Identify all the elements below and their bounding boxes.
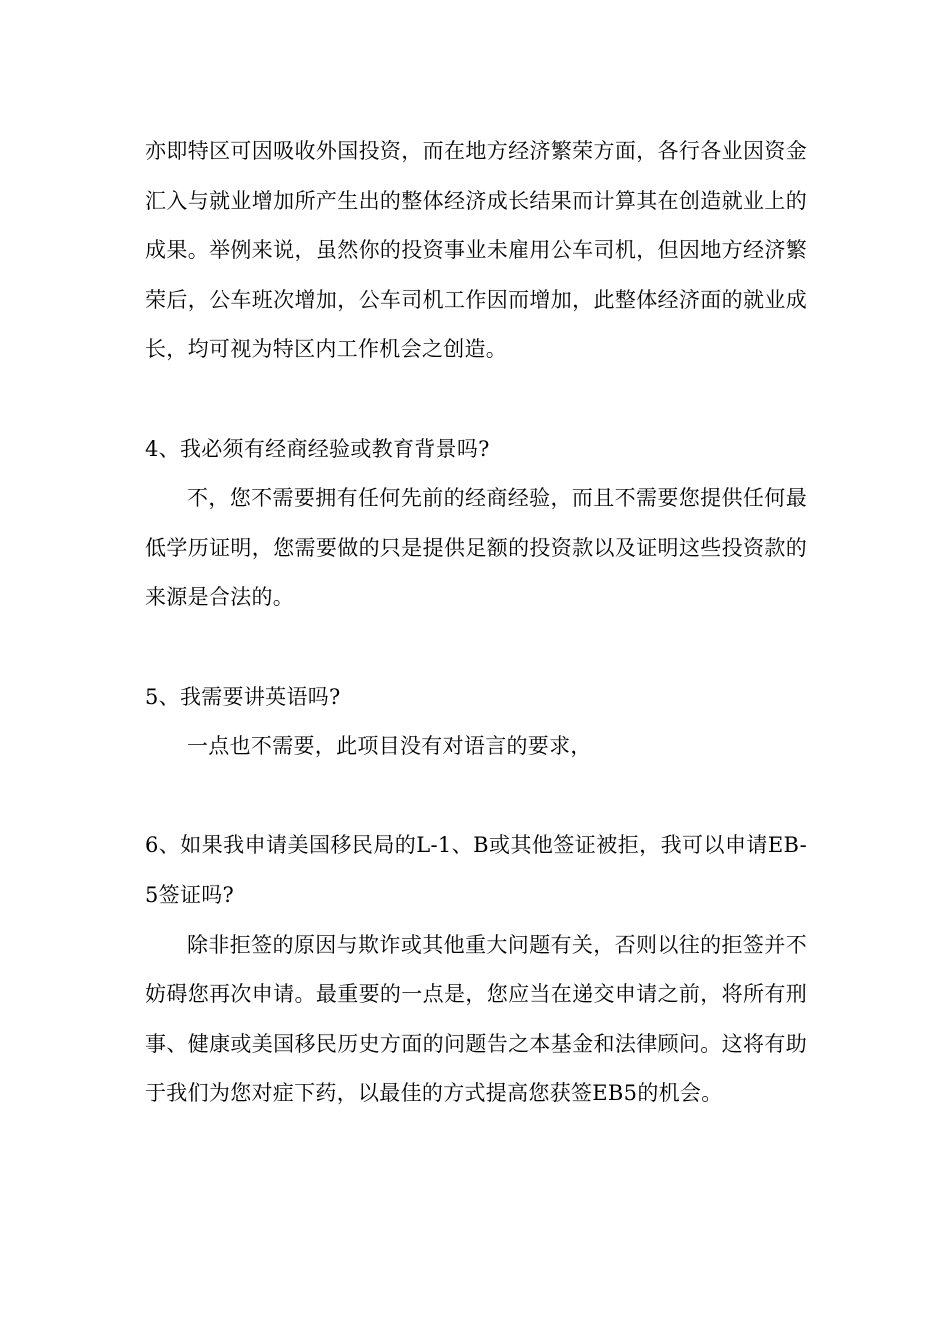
faq-question-6: 6、如果我申请美国移民局的L-1、B或其他签证被拒，我可以申请EB-5签证吗?	[145, 833, 807, 907]
faq-answer-4: 不，您不需要拥有任何先前的经商经验，而且不需要您提供任何最低学历证明，您需要做的只是提供足额的投资款以及证明这些投资款的来源是合法的。	[145, 486, 807, 610]
spacer	[145, 772, 807, 822]
faq-answer-6: 除非拒签的原因与欺诈或其他重大问题有关，否则以往的拒签并不妨碍您再次申请。最重要的一点是，您应当在递交申请之前，将所有刑事、健康或美国移民历史方面的问题告之本基金和法律顾问。这将有助于我们为您对症下药，以最佳的方式提高您获签EB5的机会。	[145, 932, 807, 1106]
spacer	[145, 623, 807, 673]
faq-question-4: 4、我必须有经商经验或教育背景吗?	[145, 436, 490, 461]
faq-answer-5: 一点也不需要，此项目没有对语言的要求，	[187, 734, 592, 759]
faq-question-5: 5、我需要讲英语吗?	[145, 684, 341, 709]
intro-paragraph: 亦即特区可因吸收外国投资，而在地方经济繁荣方面，各行各业因资金汇入与就业增加所产生出的整体经济成长结果而计算其在创造就业上的成果。举例来说，虽然你的投资事业未雇用公车司机，但因地方经济繁荣后，公车班次增加，公车司机工作因而增加，此整体经济面的就业成长，均可视为特区内工作机会之创造。	[145, 139, 807, 362]
spacer	[145, 375, 807, 425]
document-page	[145, 127, 807, 1119]
